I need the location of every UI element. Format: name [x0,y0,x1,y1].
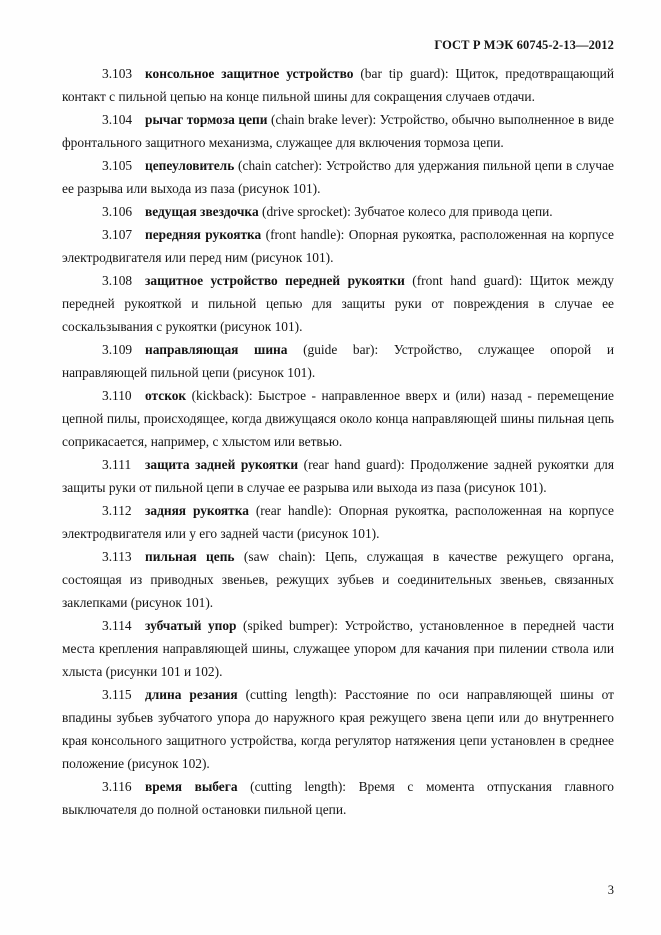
term: задняя рукоятка [145,503,249,518]
page-number: 3 [607,883,614,897]
definition-text: (kickback): Быстрое - направленное вверх и (или) назад - перемещение цепной пилы, происходящее, когда движущаяся около конца направляющей шины пильная цепь соприкасается, например, с хлыстом или ветвью. [62,388,614,449]
definition-text: (cutting length): Время с момента отпускания главного выключателя до полной остановки пильной цепи. [62,779,614,817]
definition-text: (drive sprocket): Зубчатое колесо для привода цепи. [258,204,553,219]
clause-number: 3.112 [102,503,132,518]
clause-number: 3.107 [102,227,133,242]
definition-text: (rear hand guard): Продолжение задней рукоятки для защиты руки от пильной цепи в случае ее разрыва или выхода из паза (рисунок 101). [62,457,614,495]
definitions-list [62,62,614,821]
definition-entry [62,775,614,821]
term: цепеуловитель [145,158,235,173]
term: консольное защитное устройство [145,66,354,81]
term: пильная цепь [145,549,235,564]
definition-text: (front handle): Опорная рукоятка, расположенная на корпусе электродвигателя или перед ним (рисунок 101). [62,227,614,265]
clause-number: 3.106 [102,204,133,219]
clause-number: 3.116 [102,779,132,794]
clause-number: 3.111 [102,457,132,472]
definition-entry [62,108,614,154]
definition-entry [62,154,614,200]
definition-entry [62,223,614,269]
clause-number: 3.110 [102,388,132,403]
clause-number: 3.103 [102,66,133,81]
definition-entry [62,62,614,108]
clause-number: 3.114 [102,618,132,633]
clause-number: 3.113 [102,549,132,564]
definition-text: (rear handle): Опорная рукоятка, расположенная на корпусе электродвигателя или у его задней части (рисунок 101). [62,503,614,541]
definition-entry [62,338,614,384]
definition-text: (bar tip guard): Щиток, предотвращающий контакт с пильной цепью на конце пильной шины для сокращения случаев отдачи. [62,66,614,104]
clause-number: 3.104 [102,112,133,127]
clause-number: 3.108 [102,273,133,288]
definition-text: (front hand guard): Щиток между передней рукояткой и пильной цепью для защиты руки от повреждения в случае ее соскальзывания с рукоятки (рисунок 101). [62,273,614,334]
definition-text: (spiked bumper): Устройство, установленное в передней части места крепления направляющей шины, служащее упором для качания при пилении ствола или хлыста (рисунки 101 и 102). [62,618,614,679]
clause-number: 3.115 [102,687,132,702]
term: зубчатый упор [145,618,237,633]
term: отскок [145,388,187,403]
document-header: ГОСТ Р МЭК 60745-2-13—2012 [434,38,614,52]
clause-number: 3.109 [102,342,133,357]
term: ведущая звездочка [145,204,259,219]
term: время выбега [145,779,238,794]
term: длина резания [145,687,238,702]
definition-text: (guide bar): Устройство, служащее опорой и направляющей пильной цепи (рисунок 101). [62,342,614,380]
definition-entry [62,545,614,614]
definition-entry [62,614,614,683]
clause-number: 3.105 [102,158,133,173]
term: рычаг тормоза цепи [145,112,268,127]
definition-entry [62,269,614,338]
definition-entry [62,683,614,775]
term: направляющая шина [145,342,288,357]
definition-text: (saw chain): Цепь, служащая в качестве режущего органа, состоящая из приводных звеньев, режущих зубьев и соединительных звеньев, связанных заклепками (рисунок 101). [62,549,614,610]
term: передняя рукоятка [145,227,262,242]
definition-entry [62,200,614,223]
term: защитное устройство передней рукоятки [145,273,405,288]
definition-text: (chain brake lever): Устройство, обычно выполненное в виде фронтального защитного механизма, служащее для включения тормоза цепи. [62,112,614,150]
definition-text: (cutting length): Расстояние по оси направляющей шины от впадины зубьев зубчатого упора до наружного края режущего звена цепи или до внутреннего края консольного защитного устройства, когда регулятор натяжения цепи установлен в среднее положение (рисунок 102). [62,687,614,771]
definition-text: (chain catcher): Устройство для удержания пильной цепи в случае ее разрыва или выхода из паза (рисунок 101). [62,158,614,196]
definition-entry [62,499,614,545]
term: защита задней рукоятки [145,457,299,472]
definition-entry [62,384,614,453]
definition-entry [62,453,614,499]
